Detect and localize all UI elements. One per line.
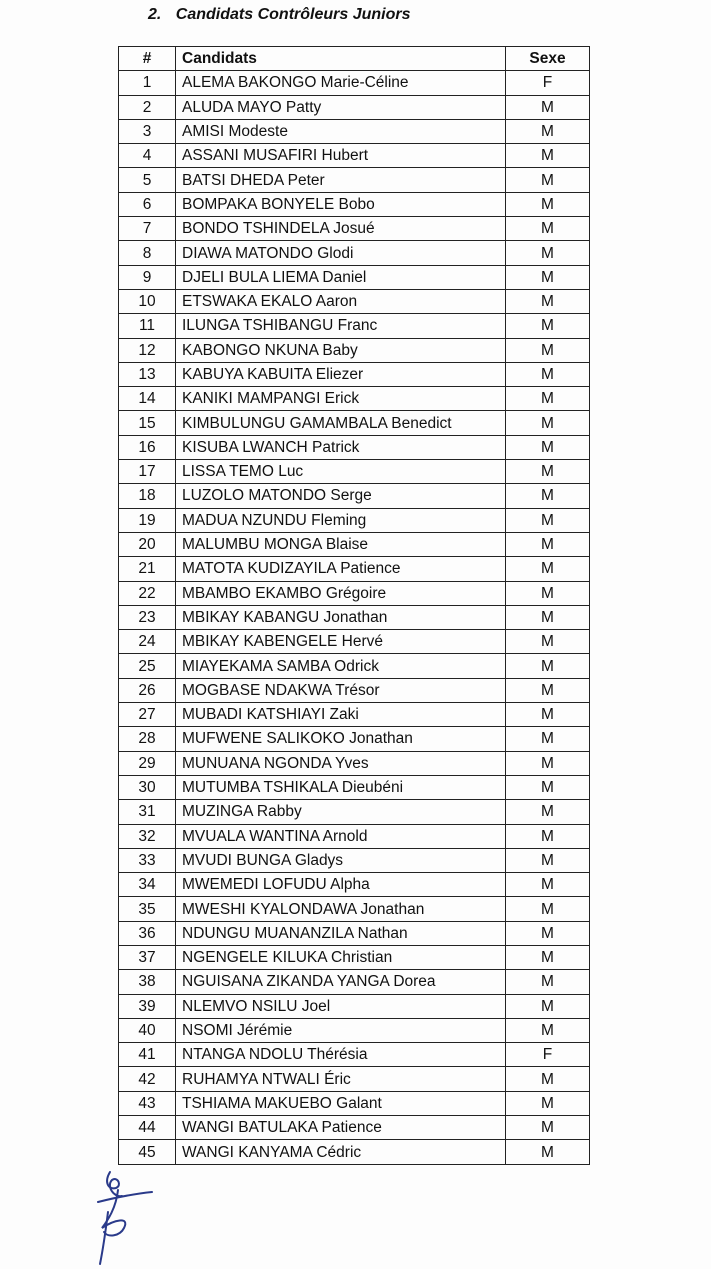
sexe-cell: M (506, 289, 590, 313)
candidate-name-cell: MWEMEDI LOFUDU Alpha (176, 873, 506, 897)
candidate-name-cell: NLEMVO NSILU Joel (176, 994, 506, 1018)
table-row (119, 144, 590, 168)
table-row (119, 727, 590, 751)
row-number-cell: 16 (119, 435, 176, 459)
candidate-name-cell: MUTUMBA TSHIKALA Dieubéni (176, 775, 506, 799)
sexe-cell: M (506, 605, 590, 629)
row-number-cell: 6 (119, 192, 176, 216)
candidate-name-cell: AMISI Modeste (176, 119, 506, 143)
sexe-cell: M (506, 921, 590, 945)
row-number-cell: 24 (119, 630, 176, 654)
sexe-cell: F (506, 71, 590, 95)
sexe-cell: M (506, 95, 590, 119)
candidate-name-cell: BOMPAKA BONYELE Bobo (176, 192, 506, 216)
table-row (119, 265, 590, 289)
table-row (119, 1018, 590, 1042)
sexe-cell: M (506, 1116, 590, 1140)
candidate-name-cell: ETSWAKA EKALO Aaron (176, 289, 506, 313)
table-row (119, 994, 590, 1018)
sexe-cell: M (506, 1018, 590, 1042)
table-row (119, 217, 590, 241)
sexe-cell: M (506, 654, 590, 678)
row-number-cell: 1 (119, 71, 176, 95)
candidate-name-cell: NGENGELE KILUKA Christian (176, 945, 506, 969)
row-number-cell: 29 (119, 751, 176, 775)
candidate-name-cell: MVUDI BUNGA Gladys (176, 848, 506, 872)
sexe-cell: M (506, 387, 590, 411)
row-number-cell: 39 (119, 994, 176, 1018)
candidate-name-cell: MATOTA KUDIZAYILA Patience (176, 557, 506, 581)
candidate-name-cell: MBIKAY KABANGU Jonathan (176, 605, 506, 629)
table-row (119, 824, 590, 848)
table-row (119, 800, 590, 824)
table-row (119, 532, 590, 556)
sexe-cell: M (506, 144, 590, 168)
sexe-cell: M (506, 484, 590, 508)
candidate-name-cell: MUNUANA NGONDA Yves (176, 751, 506, 775)
candidate-name-cell: ALUDA MAYO Patty (176, 95, 506, 119)
sexe-cell: M (506, 1091, 590, 1115)
table-header-row (119, 47, 590, 71)
table-row (119, 654, 590, 678)
row-number-cell: 38 (119, 970, 176, 994)
row-number-cell: 42 (119, 1067, 176, 1091)
section-number: 2. (148, 6, 162, 23)
table-row (119, 289, 590, 313)
candidate-name-cell: KABONGO NKUNA Baby (176, 338, 506, 362)
row-number-cell: 18 (119, 484, 176, 508)
candidate-name-cell: WANGI BATULAKA Patience (176, 1116, 506, 1140)
table-row (119, 362, 590, 386)
row-number-cell: 17 (119, 460, 176, 484)
candidate-name-cell: MVUALA WANTINA Arnold (176, 824, 506, 848)
candidate-name-cell: DIAWA MATONDO Glodi (176, 241, 506, 265)
table-row (119, 703, 590, 727)
sexe-cell: M (506, 994, 590, 1018)
sexe-cell: M (506, 630, 590, 654)
row-number-cell: 45 (119, 1140, 176, 1164)
row-number-cell: 34 (119, 873, 176, 897)
table-row (119, 848, 590, 872)
sexe-cell: M (506, 945, 590, 969)
table-row (119, 1116, 590, 1140)
row-number-cell: 8 (119, 241, 176, 265)
row-number-cell: 21 (119, 557, 176, 581)
candidate-name-cell: LISSA TEMO Luc (176, 460, 506, 484)
table-row (119, 71, 590, 95)
sexe-cell: M (506, 217, 590, 241)
sexe-cell: M (506, 265, 590, 289)
sexe-cell: M (506, 314, 590, 338)
candidate-name-cell: ILUNGA TSHIBANGU Franc (176, 314, 506, 338)
candidate-name-cell: NSOMI Jérémie (176, 1018, 506, 1042)
sexe-cell: M (506, 703, 590, 727)
table-row (119, 897, 590, 921)
row-number-cell: 40 (119, 1018, 176, 1042)
row-number-cell: 32 (119, 824, 176, 848)
row-number-cell: 9 (119, 265, 176, 289)
header-candidates: Candidats (176, 47, 506, 71)
row-number-cell: 13 (119, 362, 176, 386)
table-row (119, 241, 590, 265)
sexe-cell: M (506, 824, 590, 848)
candidate-name-cell: ASSANI MUSAFIRI Hubert (176, 144, 506, 168)
row-number-cell: 37 (119, 945, 176, 969)
table-row (119, 1067, 590, 1091)
header-number: # (119, 47, 176, 71)
sexe-cell: M (506, 897, 590, 921)
sexe-cell: M (506, 1140, 590, 1164)
sexe-cell: M (506, 800, 590, 824)
candidate-name-cell: MBAMBO EKAMBO Grégoire (176, 581, 506, 605)
table-row (119, 192, 590, 216)
table-row (119, 387, 590, 411)
row-number-cell: 2 (119, 95, 176, 119)
sexe-cell: M (506, 460, 590, 484)
row-number-cell: 15 (119, 411, 176, 435)
table-body (119, 71, 590, 1164)
sexe-cell: M (506, 192, 590, 216)
sexe-cell: M (506, 678, 590, 702)
table-row (119, 775, 590, 799)
row-number-cell: 41 (119, 1043, 176, 1067)
row-number-cell: 44 (119, 1116, 176, 1140)
row-number-cell: 23 (119, 605, 176, 629)
row-number-cell: 43 (119, 1091, 176, 1115)
candidate-name-cell: DJELI BULA LIEMA Daniel (176, 265, 506, 289)
candidate-name-cell: MOGBASE NDAKWA Trésor (176, 678, 506, 702)
row-number-cell: 25 (119, 654, 176, 678)
table-row (119, 1091, 590, 1115)
table-row (119, 168, 590, 192)
table-row (119, 95, 590, 119)
row-number-cell: 11 (119, 314, 176, 338)
row-number-cell: 31 (119, 800, 176, 824)
table-row (119, 435, 590, 459)
sexe-cell: M (506, 970, 590, 994)
row-number-cell: 33 (119, 848, 176, 872)
candidate-name-cell: KABUYA KABUITA Eliezer (176, 362, 506, 386)
table-row (119, 945, 590, 969)
sexe-cell: M (506, 1067, 590, 1091)
sexe-cell: M (506, 848, 590, 872)
candidate-name-cell: BONDO TSHINDELA Josué (176, 217, 506, 241)
sexe-cell: M (506, 532, 590, 556)
candidate-name-cell: NGUISANA ZIKANDA YANGA Dorea (176, 970, 506, 994)
row-number-cell: 4 (119, 144, 176, 168)
sexe-cell: M (506, 168, 590, 192)
candidate-name-cell: MUBADI KATSHIAYI Zaki (176, 703, 506, 727)
sexe-cell: M (506, 775, 590, 799)
row-number-cell: 3 (119, 119, 176, 143)
candidate-name-cell: MUZINGA Rabby (176, 800, 506, 824)
row-number-cell: 20 (119, 532, 176, 556)
table-row (119, 581, 590, 605)
table-row (119, 460, 590, 484)
table-row (119, 314, 590, 338)
table-row (119, 1140, 590, 1164)
table-row (119, 508, 590, 532)
table-row (119, 678, 590, 702)
table-row (119, 119, 590, 143)
row-number-cell: 7 (119, 217, 176, 241)
candidate-name-cell: MIAYEKAMA SAMBA Odrick (176, 654, 506, 678)
candidate-name-cell: WANGI KANYAMA Cédric (176, 1140, 506, 1164)
table-row (119, 484, 590, 508)
row-number-cell: 27 (119, 703, 176, 727)
row-number-cell: 22 (119, 581, 176, 605)
sexe-cell: M (506, 581, 590, 605)
candidate-name-cell: MALUMBU MONGA Blaise (176, 532, 506, 556)
table-row (119, 411, 590, 435)
section-title: Candidats Contrôleurs Juniors (175, 6, 411, 23)
candidate-name-cell: MADUA NZUNDU Fleming (176, 508, 506, 532)
header-sexe: Sexe (506, 47, 590, 71)
sexe-cell: F (506, 1043, 590, 1067)
handwritten-signature (78, 1168, 168, 1268)
sexe-cell: M (506, 338, 590, 362)
candidate-name-cell: BATSI DHEDA Peter (176, 168, 506, 192)
sexe-cell: M (506, 362, 590, 386)
candidates-table (118, 46, 590, 1165)
row-number-cell: 35 (119, 897, 176, 921)
row-number-cell: 26 (119, 678, 176, 702)
row-number-cell: 14 (119, 387, 176, 411)
sexe-cell: M (506, 119, 590, 143)
sexe-cell: M (506, 557, 590, 581)
row-number-cell: 30 (119, 775, 176, 799)
candidate-name-cell: MWESHI KYALONDAWA Jonathan (176, 897, 506, 921)
section-heading (148, 6, 411, 24)
candidate-name-cell: MUFWENE SALIKOKO Jonathan (176, 727, 506, 751)
row-number-cell: 10 (119, 289, 176, 313)
table-row (119, 338, 590, 362)
row-number-cell: 36 (119, 921, 176, 945)
table-row (119, 605, 590, 629)
candidate-name-cell: MBIKAY KABENGELE Hervé (176, 630, 506, 654)
sexe-cell: M (506, 508, 590, 532)
sexe-cell: M (506, 435, 590, 459)
candidate-name-cell: KISUBA LWANCH Patrick (176, 435, 506, 459)
candidate-name-cell: KANIKI MAMPANGI Erick (176, 387, 506, 411)
table-row (119, 557, 590, 581)
candidate-name-cell: NTANGA NDOLU Thérésia (176, 1043, 506, 1067)
candidate-name-cell: RUHAMYA NTWALI Éric (176, 1067, 506, 1091)
table-row (119, 921, 590, 945)
table-row (119, 970, 590, 994)
candidate-name-cell: TSHIAMA MAKUEBO Galant (176, 1091, 506, 1115)
row-number-cell: 5 (119, 168, 176, 192)
sexe-cell: M (506, 751, 590, 775)
sexe-cell: M (506, 411, 590, 435)
sexe-cell: M (506, 727, 590, 751)
sexe-cell: M (506, 241, 590, 265)
row-number-cell: 28 (119, 727, 176, 751)
candidate-name-cell: ALEMA BAKONGO Marie-Céline (176, 71, 506, 95)
table-row (119, 1043, 590, 1067)
row-number-cell: 19 (119, 508, 176, 532)
table-row (119, 873, 590, 897)
candidate-name-cell: KIMBULUNGU GAMAMBALA Benedict (176, 411, 506, 435)
candidate-name-cell: NDUNGU MUANANZILA Nathan (176, 921, 506, 945)
table-row (119, 630, 590, 654)
sexe-cell: M (506, 873, 590, 897)
table-row (119, 751, 590, 775)
row-number-cell: 12 (119, 338, 176, 362)
candidate-name-cell: LUZOLO MATONDO Serge (176, 484, 506, 508)
